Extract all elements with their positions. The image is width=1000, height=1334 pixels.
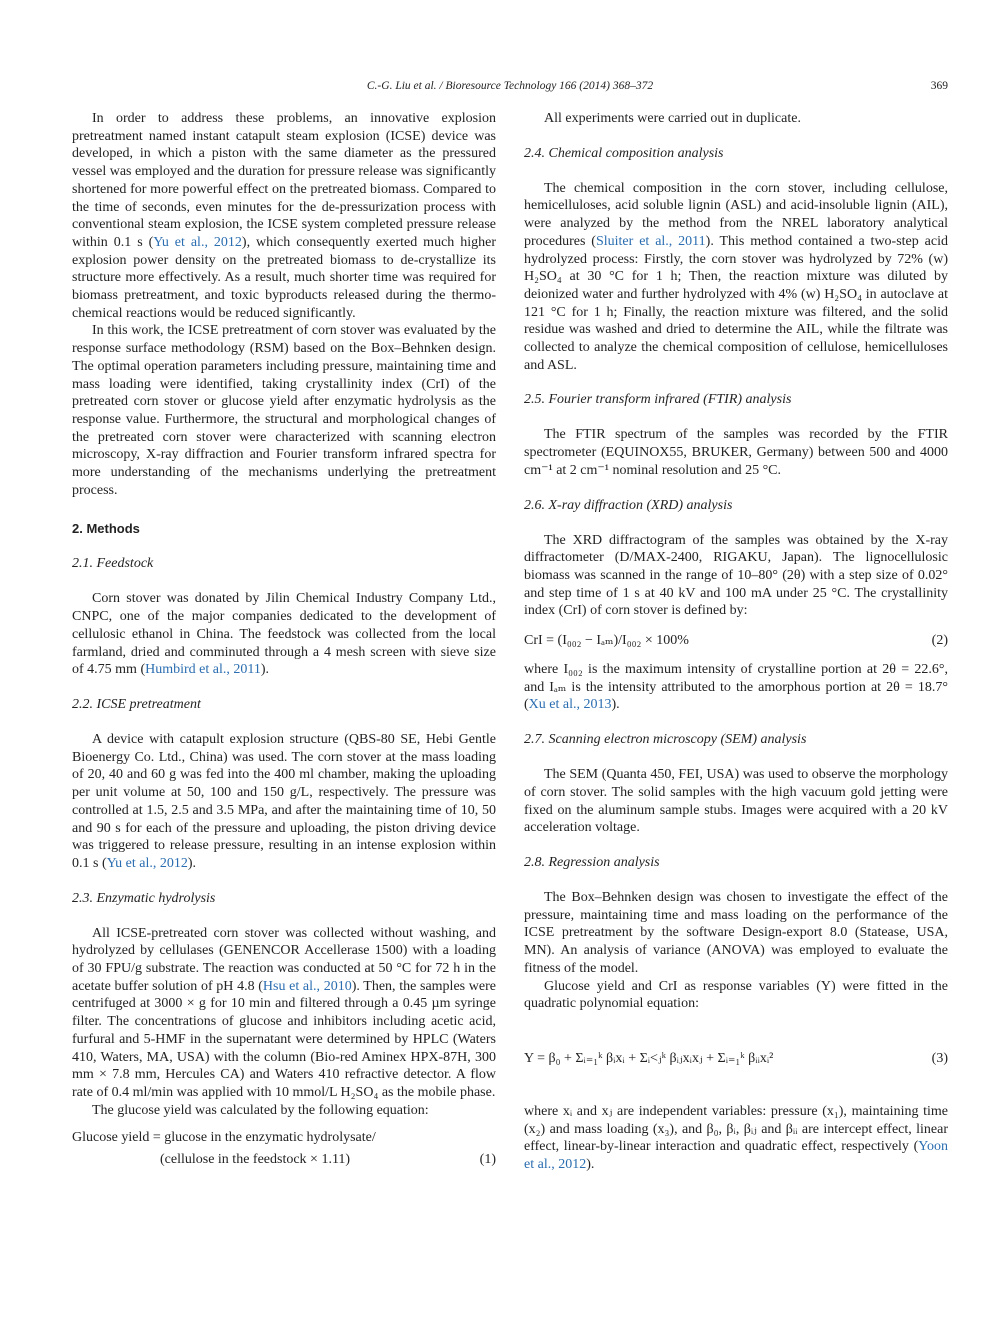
paragraph-text: All ICSE-pretreated corn stover was collected without washing, and hydrolyzed by cellulases (GENENCOR Accellerase 1500) with a loading of 30 FPU/g substrate. The reaction was conducted at 50 °C for 72 h in the acetate buffer solution of pH 4.8 ( — [72, 925, 496, 994]
paragraph-text: Corn stover was donated by Jilin Chemical Industry Company Ltd., CNPC, one of the major companies dedicated to the development of cellulosic ethanol in China. The feedstock was collected from the local farmland, dried and comminuted through a 4 mesh screen with sieve size of 4.75 mm ( — [72, 591, 496, 678]
equation-line: (cellulose in the feedstock × 1.11) — [160, 1152, 351, 1168]
paragraph: Glucose yield and CrI as response variables (Y) were fitted in the quadratic polynomial equation: — [524, 978, 948, 1012]
section-heading: 2. Methods — [72, 521, 140, 537]
paragraph-text: where xᵢ and xⱼ are independent variables: pressure (x₁), maintaining time (x₂) and mass loading (x₃), and β₀, βᵢ, βᵢⱼ and βᵢᵢ are intercept effect, linear effect, linear-by-linear interaction and quadratic effect, respectively ( — [524, 1103, 948, 1155]
paragraph-text: ). Then, the samples were centrifuged at 3000 × g for 10 min and filtered through a 0.45 µm syringe filter. The concentrations of glucose and inhibitors including acetic acid, furfural and 5-HMF in the supernatant were determined by HPLC (Waters 410, Waters, MA, USA) with the column (Bio-red Aminex HPX-87H, 300 mm × 7.8 mm, Hercules CA) and Waters 410 refractive detector. A flow rate of 0.4 ml/min was applied with 10 mmol/L H₂SO₄ as the mobile phase. — [72, 978, 496, 1100]
equation-3 — [524, 1039, 948, 1079]
paragraph — [72, 110, 496, 322]
equation-2 — [524, 632, 948, 649]
equation-1 — [72, 1127, 496, 1171]
subsection-heading: 2.6. X-ray diffraction (XRD) analysis — [524, 497, 733, 513]
citation-link[interactable]: Humbird et al., 2011 — [145, 662, 261, 678]
left-column — [72, 110, 496, 1181]
paragraph-text: The chemical composition in the corn stover, including cellulose, hemicelluloses, acid soluble lignin (ASL) and acid-insoluble lignin (AIL), were analyzed by the method from the NREL laboratory analytical procedures ( — [524, 180, 948, 249]
page-number: 369 — [930, 80, 948, 92]
subsection-heading: 2.1. Feedstock — [72, 556, 154, 572]
paragraph: The glucose yield was calculated by the following equation: — [92, 1102, 429, 1118]
paragraph — [524, 180, 948, 375]
subsection-heading: 2.3. Enzymatic hydrolysis — [72, 890, 216, 906]
subsection-heading: 2.2. ICSE pretreatment — [72, 696, 201, 712]
paragraph: In this work, the ICSE pretreatment of corn stover was evaluated by the response surface methodology (RSM) based on the Box–Behnken design. The optimal operation parameters including pressure, maintaining time and mass loading were identified, taking crystallinity index (CrI) of the pretreated corn stover or glucose yield after enzymatic hydrolysis as the response value. Furthermore, the structural and morphological changes of the pretreated corn stover were characterized with scanning electron microscopy, X-ray diffraction and Fourier transform infrared spectra for more understanding of the mechanisms underlying the pretreatment process. — [72, 323, 496, 498]
subsection-heading: 2.8. Regression analysis — [524, 854, 660, 870]
journal-citation: C.-G. Liu et al. / Bioresource Technology 166 (2014) 368–372 — [366, 80, 654, 92]
paragraph: The SEM (Quanta 450, FEI, USA) was used to observe the morphology of corn stover. The solid samples with the high vacuum gold jetting were fixed on the aluminum sample stubs. Images were acquired with a 20 kV acceleration voltage. — [524, 767, 948, 836]
paragraph: The Box–Behnken design was chosen to investigate the effect of the pressure, maintaining time and mass loading on the performance of the ICSE pretreatment by the software Design-export 8.0 (Statease, USA, MN). An analysis of variance (ANOVA) was employed to evaluate the fitness of the model. — [524, 889, 948, 976]
paragraph — [524, 1103, 948, 1174]
paragraph-text: ), which consequently exerted much higher explosion power density on the pretreated biomass to de-crystallize its structure more effectively. As a result, much shorter time was required for biomass pretreatment, and toxic byproducts released during the thermo-chemical reactions would be reduced significantly. — [72, 234, 497, 321]
paragraph-text: ). — [611, 697, 620, 713]
right-column — [524, 110, 948, 1174]
paragraph: The XRD diffractogram of the samples was obtained by the X-ray diffractometer (D/MAX-2400, RIGAKU, Japan). The lignocellulosic biomass was scanned in the range of 10–80° (2θ) with a step size of 0.02° and step time of 1 s at 40 kV and 100 mA under 25 °C. The crystallinity index (CrI) of corn stover is defined by: — [524, 532, 948, 619]
equation-line: Glucose yield = glucose in the enzymatic hydrolysate/ — [72, 1130, 376, 1146]
equation-number: (2) — [931, 632, 948, 648]
citation-link[interactable]: Hsu et al., 2010 — [262, 978, 352, 994]
citation-link[interactable]: Yu et al., 2012 — [153, 234, 242, 250]
paragraph-text: A device with catapult explosion structure (QBS-80 SE, Hebi Gentle Bioenergy Co. Ltd., China) was used. The corn stover at the mass loading of 20, 40 and 60 g was fed into the 400 ml chamber, making the uploading per unit volume at 50, 100 and 150 g/L, respectively. The pressure was controlled at 1.5, 2.5 and 3.5 MPa, and after the maintaining time of 10, 50 and 90 s for each of the pressure and uploading, the piston driving device was triggered to release pressure, resulting in an intense explosion within 0.1 s ( — [72, 731, 496, 871]
paragraph-text: where I₀₀₂ is the maximum intensity of crystalline portion at 2θ = 22.6°, and Iₐₘ is the intensity attributed to the amorphous portion at 2θ = 18.7° ( — [524, 662, 948, 713]
equation-body: CrI = (I₀₀₂ − Iₐₘ)/I₀₀₂ × 100% — [524, 633, 689, 649]
paragraph: All experiments were carried out in duplicate. — [544, 111, 801, 126]
subsection-heading: 2.4. Chemical composition analysis — [524, 145, 724, 161]
subsection-heading: 2.7. Scanning electron microscopy (SEM) analysis — [524, 732, 807, 748]
paragraph — [72, 590, 496, 679]
paragraph-text: ). — [187, 855, 197, 871]
paragraph-text: ). — [586, 1157, 595, 1173]
citation-link[interactable]: Yu et al., 2012 — [106, 855, 188, 871]
paragraph-text: ). This method contained a two-step acid hydrolyzed process: Firstly, the corn stover was hydrolyzed by 72% (w) H₂SO₄ at 30 °C for 1 h; Then, the reaction mixture was diluted by deionized water and further hydrolyzed with 4% (w) H₂SO₄ in autoclave at 121 °C for 1 h; Finally, the reaction mixture was filtered, and the solid residue was washed and dried to determine the AIL, while the filtrate was collected to analyze the chemical composition of cellulose, hemicelluloses and ASL. — [524, 233, 948, 373]
paragraph-text: In order to address these problems, an innovative explosion pretreatment named instant catapult steam explosion (ICSE) device was developed, in which a piston with the same diameter as the pressured vessel was employed and the duration for pressure release was significantly shortened for more powerful effect on the pretreated biomass. Compared to the time of seconds, even minutes for the de-pressurization process with conventional steam explosion, the ICSE system completed pressure release within 0.1 s ( — [72, 111, 496, 250]
paragraph: The FTIR spectrum of the samples was recorded by the FTIR spectrometer (EQUINOX55, BRUKER, Germany) between 500 and 4000 cm⁻¹ at 2 cm⁻¹ nominal resolution and 25 °C. — [524, 427, 948, 478]
paragraph — [72, 731, 496, 873]
paragraph — [524, 661, 948, 714]
equation-body: Y = β₀ + Σᵢ₌₁ᵏ βᵢxᵢ + Σᵢ<ⱼᵏ βᵢⱼxᵢxⱼ + Σᵢ₌₁ᵏ βᵢᵢxᵢ² — [524, 1051, 774, 1067]
citation-link[interactable]: Sluiter et al., 2011 — [595, 233, 706, 249]
equation-number: (3) — [931, 1050, 948, 1066]
running-header — [72, 80, 948, 98]
citation-link[interactable]: Yoon et al., 2012 — [524, 1139, 948, 1173]
paragraph-text: ). — [260, 662, 270, 678]
equation-number: (1) — [479, 1152, 496, 1168]
citation-link[interactable]: Xu et al., 2013 — [528, 697, 612, 713]
paragraph — [72, 925, 496, 1102]
subsection-heading: 2.5. Fourier transform infrared (FTIR) analysis — [524, 392, 792, 408]
